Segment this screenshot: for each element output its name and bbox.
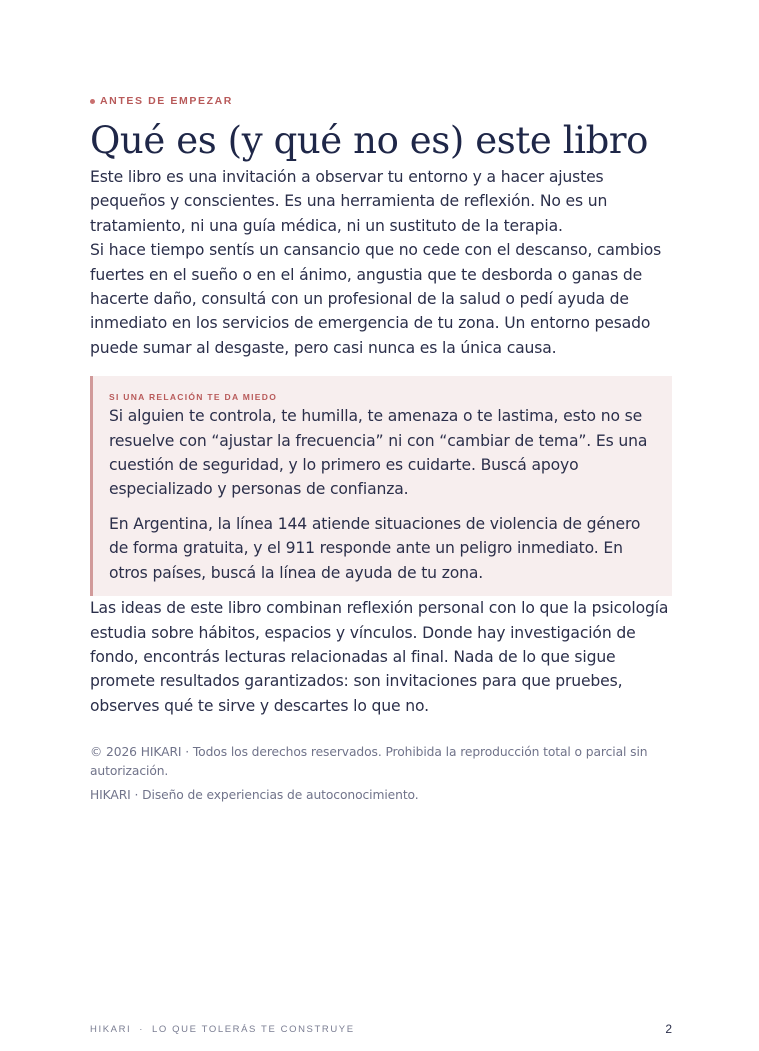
page-title: Qué es (y qué no es) este libro [90,119,649,162]
section-eyebrow [90,95,672,107]
page-number: 2 [665,1022,672,1036]
callout-paragraph: En Argentina, la línea 144 atiende situaciones de violencia de género de forma gratuita, y el 911 responde ante un peligro inmediato. En otros países, buscá la línea de ayuda de tu zona. [109,514,641,582]
intro-paragraph: Este libro es una invitación a observar tu entorno y a hacer ajustes pequeños y conscientes. Es una herramienta de reflexión. No es un tratamiento, ni una guía médica, ni un sustituto de la terapia. [90,168,608,235]
health-warning-paragraph: Si hace tiempo sentís un cansancio que no cede con el descanso, cambios fuertes en el sueño o en el ánimo, angustia que te desborda o ganas de hacerte daño, consultá con un profesional de la salud o pedí ayuda de inmediato en los servicios de emergencia de tu zona. Un entorno pesado puede sumar al desgaste, pero casi nunca es la única causa. [90,241,662,357]
page-footer [90,1022,672,1036]
footer-separator: · [139,1023,145,1035]
closing-paragraph: Las ideas de este libro combinan reflexión personal con lo que la psicología estudia sobre hábitos, espacios y vínculos. Donde hay investigación de fondo, encontrás lecturas relacionadas al final. Nada de lo que sigue promete resultados garantizados: son invitaciones para que pruebes, observes qué te sirve y descartes lo que no. [90,599,669,715]
running-footer [90,1024,355,1035]
footer-book-title: LO QUE TOLERÁS TE CONSTRUYE [152,1023,355,1035]
brand-tagline: HIKARI · Diseño de experiencias de autoconocimiento. [90,788,419,803]
copyright-notice: © 2026 HIKARI · Todos los derechos reservados. Prohibida la reproducción total o parcial sin autorización. [90,745,648,779]
bullet-dot-icon [90,99,95,104]
callout-label: SI UNA RELACIÓN TE DA MIEDO [109,392,278,403]
callout-paragraph: Si alguien te controla, te humilla, te amenaza o te lastima, esto no se resuelve con “ajustar la frecuencia” ni con “cambiar de tema”. Es una cuestión de seguridad, y lo primero es cuidarte. Buscá apoyo especializado y personas de confianza. [109,407,648,499]
eyebrow-text: ANTES DE EMPEZAR [100,95,233,107]
footer-brand: HIKARI [90,1023,132,1035]
safety-callout [90,376,672,596]
page-content [90,95,672,805]
